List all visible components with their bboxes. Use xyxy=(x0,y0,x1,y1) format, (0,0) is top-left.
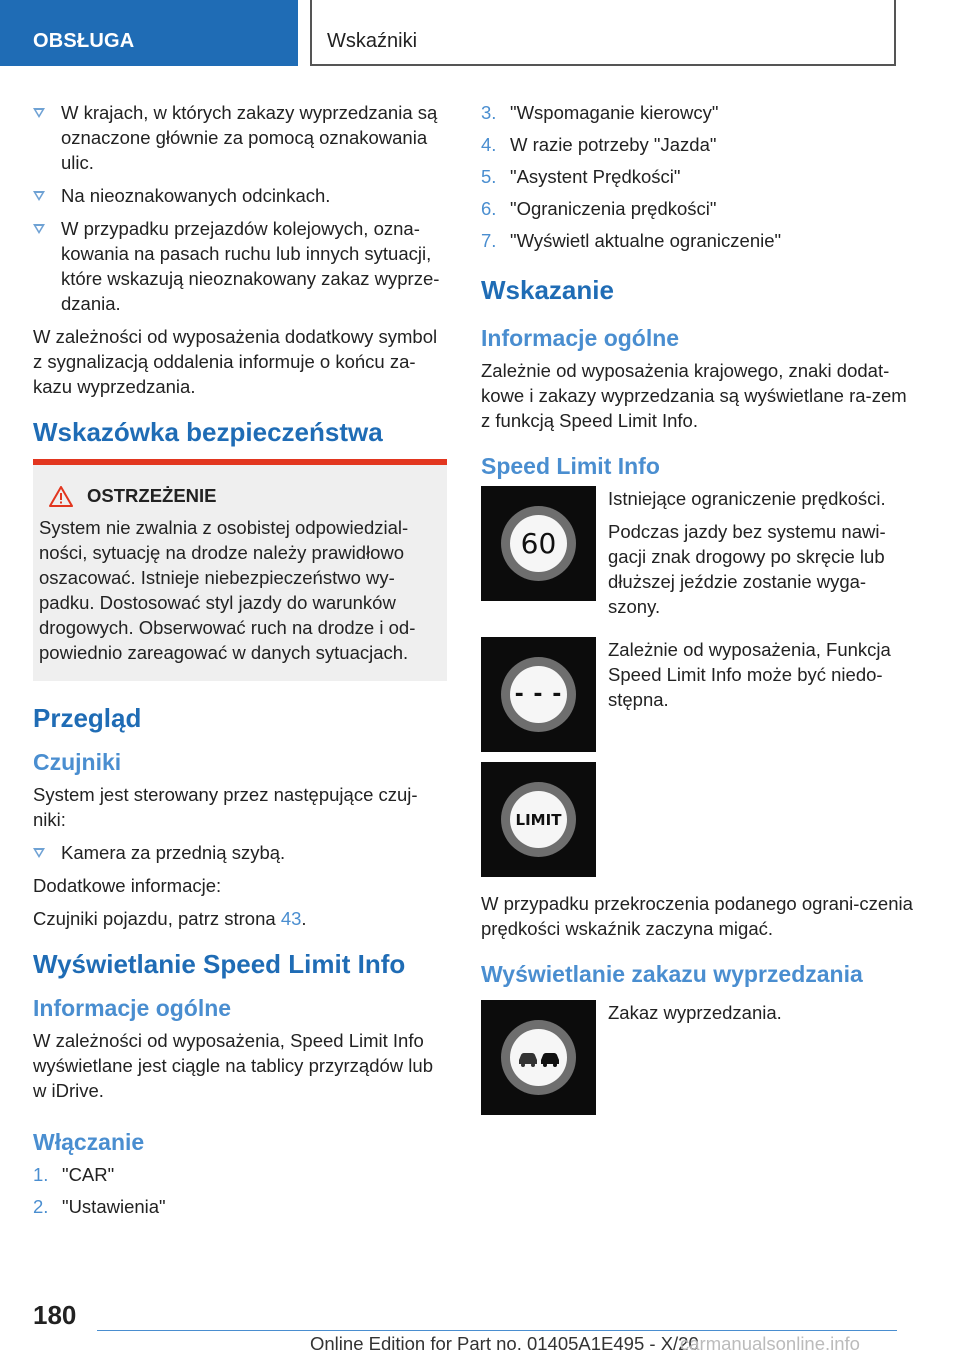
speed-limit-unknown-icon: - - - xyxy=(481,637,596,752)
right-column xyxy=(481,100,913,1125)
sensors-text: System jest sterowany przez następujące czuj-niki: xyxy=(33,784,418,830)
list-item: W przypadku przejazdów kolejowych, ozna-kowania na pasach ruchu lub innych sytuacji, które wskazują nieoznakowany zakaz wyprze-dzania. xyxy=(33,216,447,316)
warning-text: System nie zwalnia z osobistej odpowiedzial-ności, sytuację na drodze należy prawidłowo oszacować. Istnieje niebezpieczeństwo wy-padku. Dostosować styl jazdy do warunków drogowych. Obserwować ruch na drodze i od-powiednio zareagować w danych sytuacjach. xyxy=(39,517,416,663)
nopass-text: Zakaz wyprzedzania. xyxy=(608,1002,782,1023)
steps-list xyxy=(33,1162,447,1219)
section-tab xyxy=(0,0,298,66)
warning-title: OSTRZEŻENIE xyxy=(49,485,439,507)
heading-general: Informacje ogólne xyxy=(33,995,232,1021)
list-item: 1. "CAR" xyxy=(33,1164,115,1185)
figure-row-dash xyxy=(481,637,913,752)
heading-display: Wskazanie xyxy=(481,275,614,305)
left-column xyxy=(33,100,447,1226)
triangle-bullet-icon xyxy=(33,224,45,234)
heading-safety: Wskazówka bezpieczeństwa xyxy=(33,417,383,447)
page-number: 180 xyxy=(33,1300,77,1330)
steps-list-continued xyxy=(481,100,913,253)
sign60-text-2: Podczas jazdy bez systemu nawi-gacji znak drogowy po skręcie lub dłuższej jeździe zostanie wyga-szony. xyxy=(608,521,886,617)
chapter-title: Wskaźniki xyxy=(327,30,418,52)
heading-speed-limit-info: Speed Limit Info xyxy=(481,453,660,479)
list-item: 7. "Wyświetl aktualne ograniczenie" xyxy=(481,230,782,251)
figure-row-limit xyxy=(481,762,913,877)
triangle-bullet-icon xyxy=(33,108,45,118)
triangle-bullet-icon xyxy=(33,191,45,201)
speed-limit-60-icon: 60 xyxy=(481,486,596,601)
exceed-text: W przypadku przekroczenia podanego ograni-czenia prędkości wskaźnik zaczyna migać. xyxy=(481,893,913,939)
speed-limit-limit-icon: LIMIT xyxy=(481,762,596,877)
heading-sensors: Czujniki xyxy=(33,749,122,775)
sign60-text: Istniejące ograniczenie prędkości. xyxy=(608,488,886,509)
sensor-list xyxy=(33,840,447,865)
triangle-bullet-icon xyxy=(33,848,45,858)
bullet-list xyxy=(33,100,447,316)
heading-general-right: Informacje ogólne xyxy=(481,325,680,351)
signdash-text: Zależnie od wyposażenia, Funkcja Speed Limit Info może być niedo-stępna. xyxy=(608,639,891,710)
page-reference: Czujniki pojazdu, patrz strona 43. xyxy=(33,908,307,929)
list-item: Kamera za przednią szybą. xyxy=(33,840,447,865)
list-item: 4. W razie potrzeby "Jazda" xyxy=(481,134,717,155)
list-item: 2. "Ustawienia" xyxy=(33,1196,166,1217)
figure-row-60 xyxy=(481,486,913,627)
footer-divider xyxy=(97,1330,897,1331)
heading-display-sli: Wyświetlanie Speed Limit Info xyxy=(33,949,406,979)
list-item: 6. "Ograniczenia prędkości" xyxy=(481,198,717,219)
list-item: 5. "Asystent Prędkości" xyxy=(481,166,681,187)
heading-overview: Przegląd xyxy=(33,703,142,733)
general-text-right: Zależnie od wyposażenia krajowego, znaki dodat-kowe i zakazy wyprzedzania są wyświetlane ra-zem z funkcją Speed Limit Info. xyxy=(481,360,907,431)
list-item: Na nieoznakowanych odcinkach. xyxy=(33,183,447,208)
warning-triangle-icon xyxy=(49,486,73,507)
page-link[interactable]: 43 xyxy=(280,908,302,929)
warning-box xyxy=(33,459,447,681)
list-item: W krajach, w których zakazy wyprzedzania są oznaczone głównie za pomocą oznakowania ulic. xyxy=(33,100,447,175)
additional-info-label: Dodatkowe informacje: xyxy=(33,875,222,896)
section-title: OBSŁUGA xyxy=(33,30,135,52)
two-cars-icon xyxy=(517,1048,561,1068)
no-passing-icon xyxy=(481,1000,596,1115)
watermark: carmanualsonline.info xyxy=(680,1333,860,1354)
list-item: 3. "Wspomaganie kierowcy" xyxy=(481,102,719,123)
heading-no-passing: Wyświetlanie zakazu wyprzedzania xyxy=(481,961,863,987)
chapter-tab xyxy=(310,0,896,66)
figure-row-nopass xyxy=(481,1000,913,1115)
paragraph: W zależności od wyposażenia dodatkowy symbol z sygnalizacją oddalenia informuje o końcu za-kazu wyprzedzania. xyxy=(33,326,438,397)
heading-enable: Włączanie xyxy=(33,1129,145,1155)
edition-footer: Online Edition for Part no. 01405A1E495 - X/20 xyxy=(310,1333,699,1354)
general-text: W zależności od wyposażenia, Speed Limit Info wyświetlane jest ciągle na tablicy przyrządów lub w iDrive. xyxy=(33,1030,433,1101)
